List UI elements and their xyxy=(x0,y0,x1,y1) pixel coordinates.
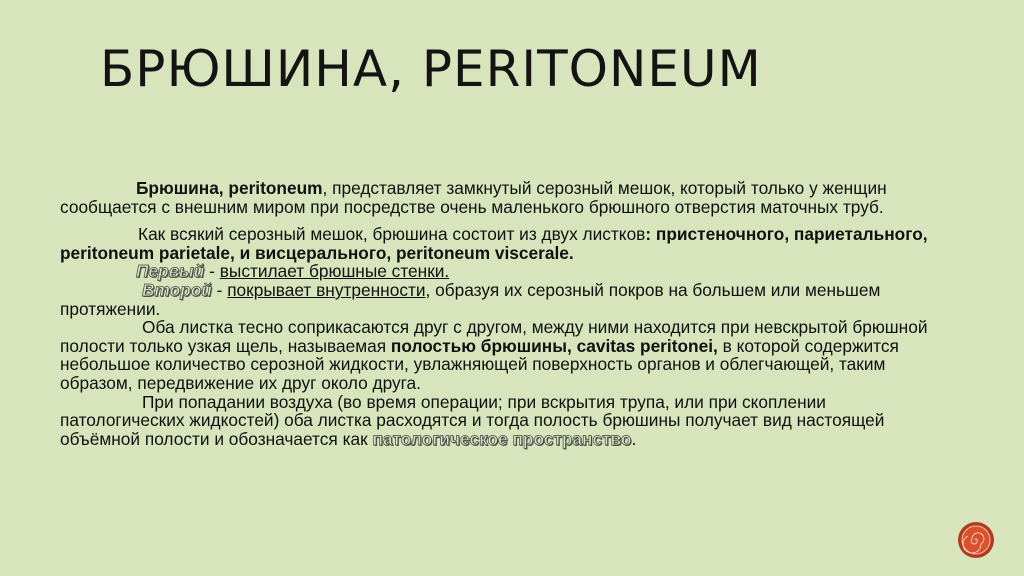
second-description: покрывает внутренности xyxy=(227,279,426,300)
term-peritoneum: Брюшина, peritoneum xyxy=(136,178,323,198)
term-pathological-space: патологическое пространство xyxy=(372,428,632,449)
paragraph-5-text-1: При попадании воздуха (во время операции; при вскрытия трупа, или при скоплении патологических жидкостей) оба листка расходятся и тогда полость брюшины получает вид настоящей объёмной полости и обозначается как xyxy=(60,391,885,449)
dash-2: - xyxy=(211,279,228,300)
term-first: Первый xyxy=(136,261,205,282)
paragraph-2-text: Как всякий серозный мешок, брюшина состоит из двух листков xyxy=(138,224,646,245)
paragraph-4 xyxy=(60,318,930,392)
spiral-badge-icon xyxy=(957,521,995,559)
first-description: выстилает брюшные стенки. xyxy=(219,261,450,282)
paragraph-5 xyxy=(60,393,930,449)
paragraph-5-text-2: . xyxy=(631,428,637,449)
paragraph-3a xyxy=(60,262,930,281)
term-second: Второй xyxy=(142,279,212,300)
paragraph-2-bold: : пристеночного, париетального, peritoneum parietale, и висцерального, peritoneum viscerale. xyxy=(60,224,928,263)
slide-title: БРЮШИНА, PERITONEUM xyxy=(100,40,762,98)
paragraph-1-text: , представляет замкнутый серозный мешок, который только у женщин сообщается с внешним миром при посредстве очень маленького брюшного отверстия маточных труб. xyxy=(60,178,887,217)
paragraph-1 xyxy=(60,179,930,216)
second-rest: , образуя их серозный покров на большем или меньшем протяжении. xyxy=(60,279,881,319)
paragraph-4-text-1: Оба листка тесно соприкасаются друг с другом, между ними находится при невскрытой брюшной полости только узкая щель, называемая xyxy=(60,317,928,356)
paragraph-4-text-2: в которой содержится небольшое количество серозной жидкости, увлажняющей поверхность органов и облегчающей, таким образом, передвижение их друг около друга. xyxy=(60,335,899,393)
paragraph-3b xyxy=(60,281,930,318)
dash-1: - xyxy=(204,261,220,282)
slide-body xyxy=(60,179,930,448)
logo-inner xyxy=(962,526,990,554)
paragraph-2 xyxy=(60,225,930,262)
term-cavitas: полостью брюшины, cavitas peritonei, xyxy=(390,335,718,356)
